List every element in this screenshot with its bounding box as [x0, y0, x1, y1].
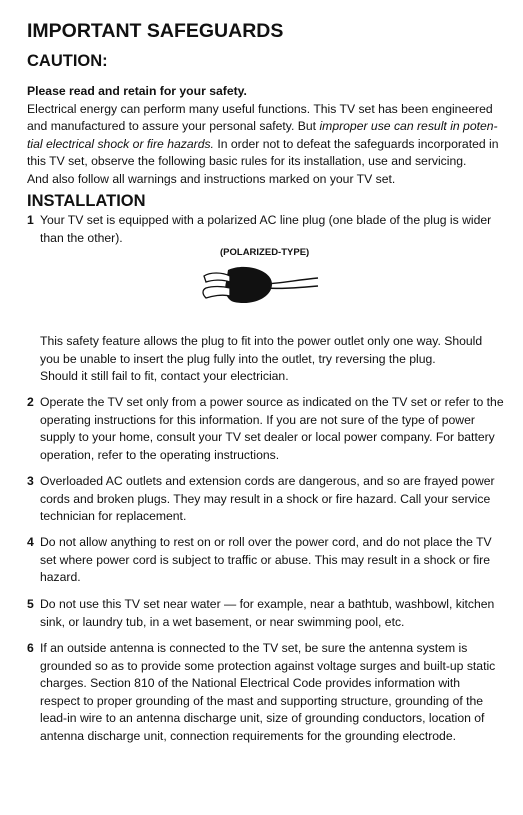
- item-line: supply to your home, consult your TV set dealer or local power company. For battery: [40, 430, 495, 445]
- list-item-2: [27, 394, 507, 464]
- intro-line-4: this TV set, observe the following basic rules for its installation, use and servicing.: [27, 154, 467, 169]
- polarized-plug-icon: [200, 262, 320, 312]
- item-line: technician for replacement.: [40, 509, 187, 524]
- item-line: sink, or laundry tub, in a wet basement, or near swimming pool, etc.: [40, 614, 405, 629]
- list-item-4: [27, 534, 507, 587]
- list-item-1: [27, 212, 507, 247]
- note-line: you be unable to insert the plug fully into the outlet, try reversing the plug.: [40, 351, 436, 366]
- item-line: operation, refer to the operating instructions.: [40, 447, 280, 462]
- item-line: If an outside antenna is connected to the TV set, be sure the antenna system is: [40, 641, 468, 655]
- intro-line-3-italic: tial electrical shock or fire hazards.: [27, 136, 214, 151]
- intro-line-2: [27, 118, 507, 136]
- item-number: 3: [27, 474, 34, 488]
- item-line: Do not allow anything to rest on or roll over the power cord, and do not place the TV: [40, 535, 492, 549]
- item-line: hazard.: [40, 570, 81, 585]
- item-line: Overloaded AC outlets and extension cords are dangerous, and so are frayed power: [40, 474, 495, 488]
- item-line: Do not use this TV set near water — for example, near a bathtub, washbowl, kitchen: [40, 597, 495, 611]
- item-number: 6: [27, 641, 34, 655]
- plug-label: (POLARIZED-TYPE): [220, 247, 310, 258]
- intro-paragraph: [27, 83, 507, 189]
- item-number: 5: [27, 597, 34, 611]
- item-line: charges. Section 810 of the National Electrical Code provides information with: [40, 676, 461, 691]
- item-line: operating instructions for this information. If you are not sure of the type of power: [40, 412, 475, 427]
- item-line: Operate the TV set only from a power source as indicated on the TV set or refer to the: [40, 395, 504, 409]
- plug-note: [40, 333, 482, 386]
- intro-line-1: Electrical energy can perform many useful functions. This TV set has been engineered: [27, 101, 493, 116]
- item-line: set where power cord is subject to traffic or abuse. This may result in a shock or fire: [40, 552, 491, 567]
- installation-heading: INSTALLATION: [27, 192, 146, 210]
- note-line: This safety feature allows the plug to fit into the power outlet only one way. Should: [40, 334, 483, 348]
- caution-heading: CAUTION:: [27, 52, 108, 70]
- page-title: IMPORTANT SAFEGUARDS: [27, 20, 284, 42]
- item-line: grounded so as to provide some protection against voltage surges and built-up static: [40, 658, 496, 673]
- intro-line-2-plain: and manufactured to assure your personal safety. But: [27, 119, 320, 134]
- list-item-3: [27, 473, 507, 526]
- item-line: cords and broken plugs. They may result in a shock or fire hazard. Call your service: [40, 491, 491, 506]
- list-item-5: [27, 596, 507, 631]
- item-number: 1: [27, 213, 34, 227]
- intro-line-5: And also follow all warnings and instructions marked on your TV set.: [27, 171, 396, 186]
- item-line: antenna discharge unit, connection requirements for the grounding electrode.: [40, 728, 456, 743]
- intro-bold-line: Please read and retain for your safety.: [27, 84, 247, 98]
- intro-line-3: [27, 136, 507, 154]
- item-number: 4: [27, 535, 34, 549]
- intro-line-3-plain: In order not to defeat the safeguards incorporated in: [213, 136, 499, 151]
- note-line: Should it still fail to fit, contact your electrician.: [40, 369, 289, 384]
- list-item-6: [27, 640, 507, 746]
- item-line: lead-in wire to an antenna discharge unit, size of grounding conductors, location of: [40, 711, 485, 726]
- item-line: Your TV set is equipped with a polarized AC line plug (one blade of the plug is wider: [40, 213, 492, 227]
- item-line: than the other).: [40, 230, 123, 245]
- item-line: respect to proper grounding of the mast and supporting structure, grounding of the: [40, 693, 484, 708]
- intro-line-2-italic: improper use can result in poten-: [319, 119, 498, 134]
- item-number: 2: [27, 395, 34, 409]
